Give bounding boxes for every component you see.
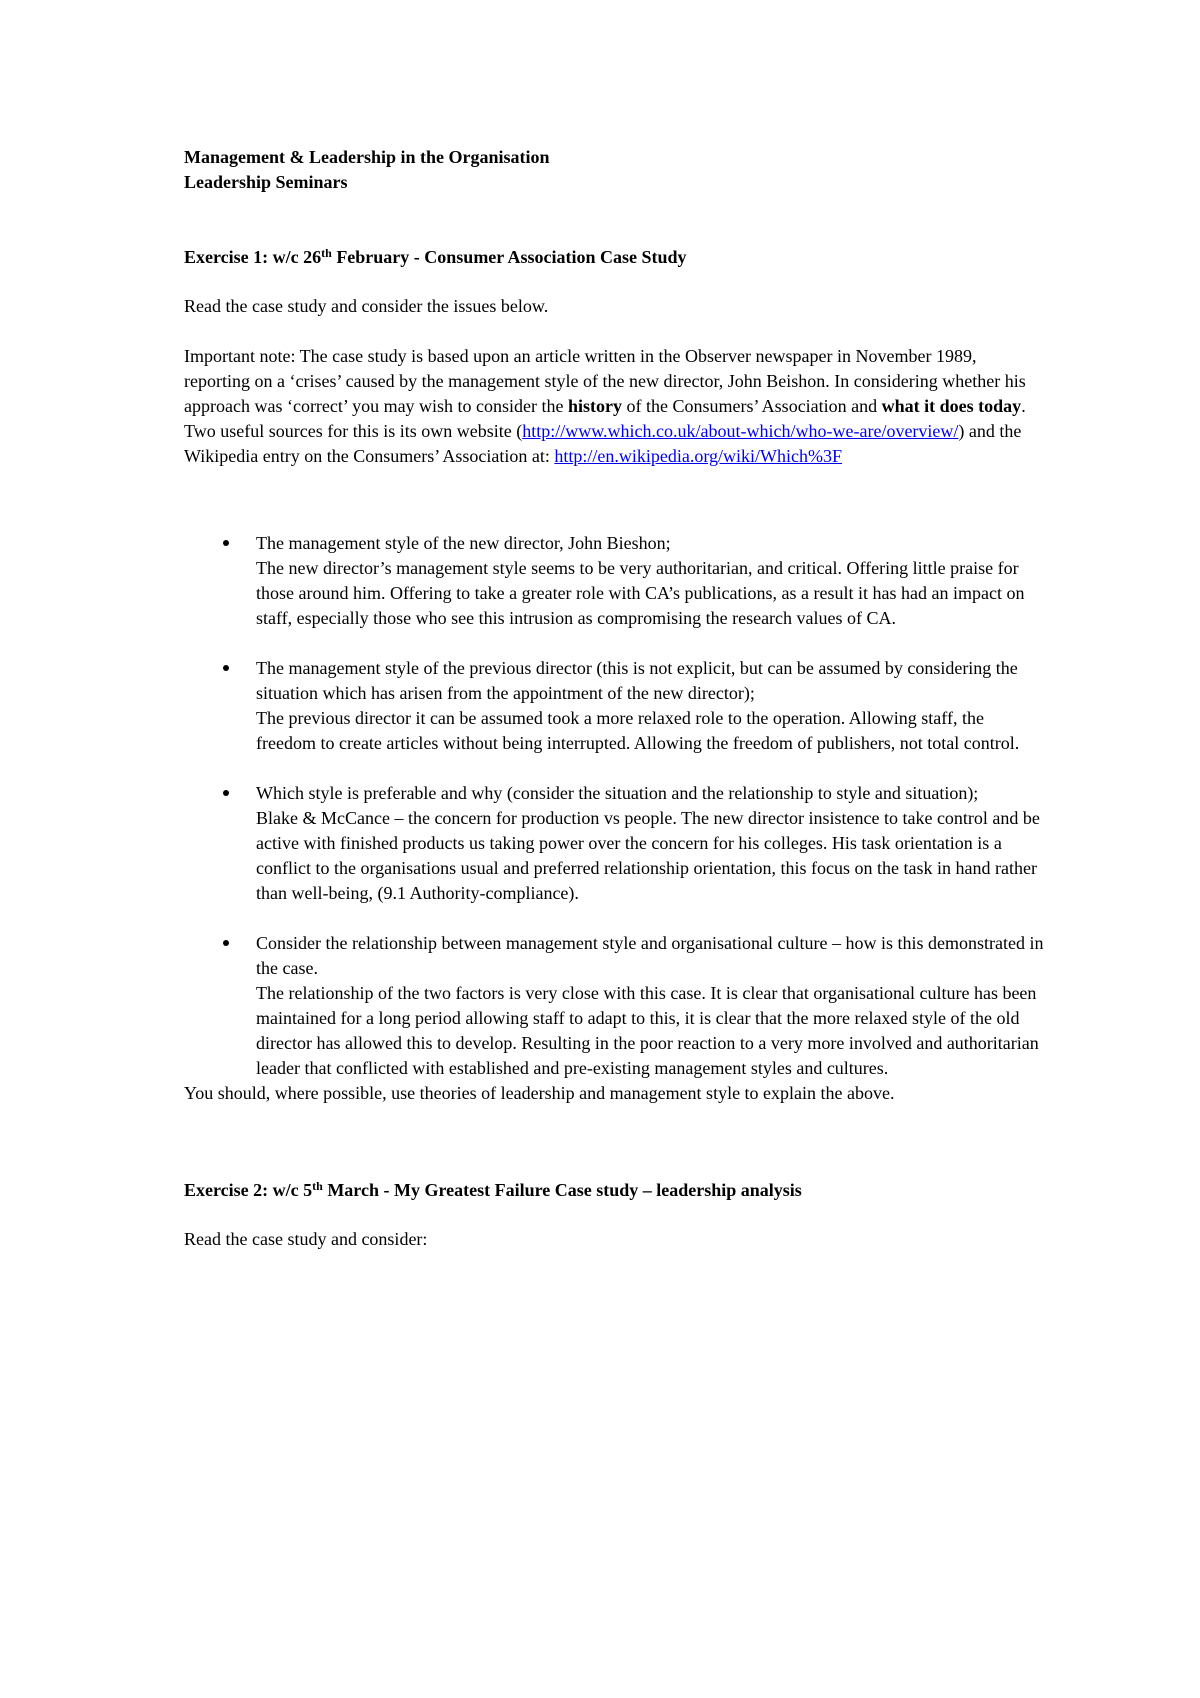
exercise-1-heading: Exercise 1: w/c 26th February - Consumer Association Case Study xyxy=(184,246,687,267)
exercise-2-instruction: Read the case study and consider: xyxy=(184,1229,428,1249)
exercise-1-instruction: Read the case study and consider the issues below. xyxy=(184,296,549,316)
bullet-icon xyxy=(220,531,232,556)
which-website-link[interactable]: http://www.which.co.uk/about-which/who-we-are/overview/ xyxy=(522,421,959,441)
closing-paragraph: You should, where possible, use theories of leadership and management style to explain the above. xyxy=(184,1083,895,1103)
bullet-icon xyxy=(220,931,232,956)
document-subtitle: Leadership Seminars xyxy=(184,172,348,192)
document-page xyxy=(184,145,1044,1252)
bullet-icon xyxy=(220,781,232,806)
list-item: The management style of the new director, John Bieshon; The new director’s management style seems to be very authoritarian, and critical. Offering little praise for those around him. Offering to take a greater role with CA’s publications, as a result it has had an impact on staff, especially those who see this intrusion as compromising the research values of CA. xyxy=(184,531,1044,631)
wikipedia-link[interactable]: http://en.wikipedia.org/wiki/Which%3F xyxy=(554,446,843,466)
list-item: Which style is preferable and why (consider the situation and the relationship to style and situation); Blake & McCance – the concern for production vs people. The new director insistence to take control and be active with finished products us taking power over the concern for his colleges. His task orientation is a conflict to the organisations usual and preferred relationship orientation, this focus on the task in hand rather than well-being, (9.1 Authority-compliance). xyxy=(184,781,1044,906)
bullet-icon xyxy=(220,656,232,681)
important-note: Important note: The case study is based upon an article written in the Observer newspaper in November 1989, reporting on a ‘crises’ caused by the management style of the new director, John Beishon. In considering whether his approach was ‘correct’ you may wish to consider the history of the Consumers’ Association and what it does today. Two useful sources for this is its own website (http://www.which.co.uk/about-which/who-we-are/overview/) and the Wikipedia entry on the Consumers’ Association at: http://en.wikipedia.org/wiki/Which%3F xyxy=(184,346,1026,466)
issues-list xyxy=(184,531,1044,1081)
list-item: The management style of the previous director (this is not explicit, but can be assumed by considering the situation which has arisen from the appointment of the new director); The previous director it can be assumed took a more relaxed role to the operation. Allowing staff, the freedom to create articles without being interrupted. Allowing the freedom of publishers, not total control. xyxy=(184,656,1044,756)
document-title: Management & Leadership in the Organisation xyxy=(184,147,550,167)
exercise-2-heading: Exercise 2: w/c 5th March - My Greatest Failure Case study – leadership analysis xyxy=(184,1179,802,1200)
list-item: Consider the relationship between management style and organisational culture – how is this demonstrated in the case. The relationship of the two factors is very close with this case. It is clear that organisational culture has been maintained for a long period allowing staff to adapt to this, it is clear that the more relaxed style of the old director has allowed this to develop. Resulting in the poor reaction to a very more involved and authoritarian leader that conflicted with established and pre-existing management styles and cultures. xyxy=(184,931,1044,1081)
